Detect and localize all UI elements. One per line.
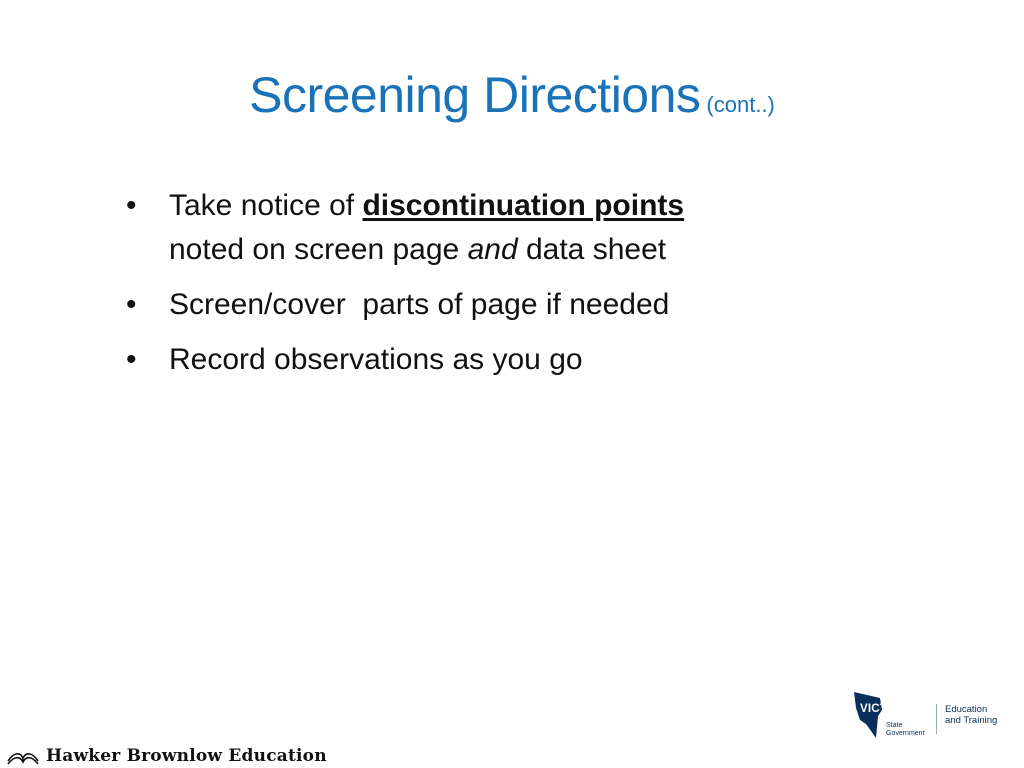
publisher-footer: [6, 744, 327, 768]
victoria-state-map-icon: [854, 692, 882, 738]
bullet-item-3: [126, 338, 826, 382]
bullet-1-emphasis: discontinuation points: [362, 189, 685, 222]
state-line-2: Government: [886, 730, 925, 737]
department-line-2: and Training: [945, 715, 998, 726]
department-label: [945, 704, 997, 726]
logo-divider: [936, 704, 937, 734]
bullet-1-line2-pre: noted on screen page: [169, 233, 468, 266]
state-line-1: State: [886, 722, 903, 729]
bullet-2-text: Screen/cover parts of page if needed: [169, 288, 670, 321]
department-line-1: Education: [945, 704, 988, 715]
bullet-1-pre: Take notice of: [169, 189, 363, 222]
bullet-1-italic: and: [467, 233, 518, 266]
bullet-item-1: [126, 184, 826, 272]
state-wordmark: VICTORIA: [860, 703, 917, 715]
bullet-item-2: [126, 283, 826, 327]
bullet-dot-icon: •: [126, 189, 137, 222]
title-suffix: (cont..): [706, 92, 775, 117]
bullet-dot-icon: •: [126, 343, 137, 376]
publisher-name: Hawker Brownlow Education: [46, 746, 327, 766]
bullet-list: [126, 184, 826, 393]
open-book-icon: [6, 746, 40, 766]
title-main: Screening Directions: [249, 67, 701, 123]
bullet-dot-icon: •: [126, 288, 137, 321]
slide-title: [0, 66, 1024, 124]
bullet-3-text: Record observations as you go: [169, 343, 583, 376]
bullet-1-line2-post: data sheet: [517, 233, 667, 266]
